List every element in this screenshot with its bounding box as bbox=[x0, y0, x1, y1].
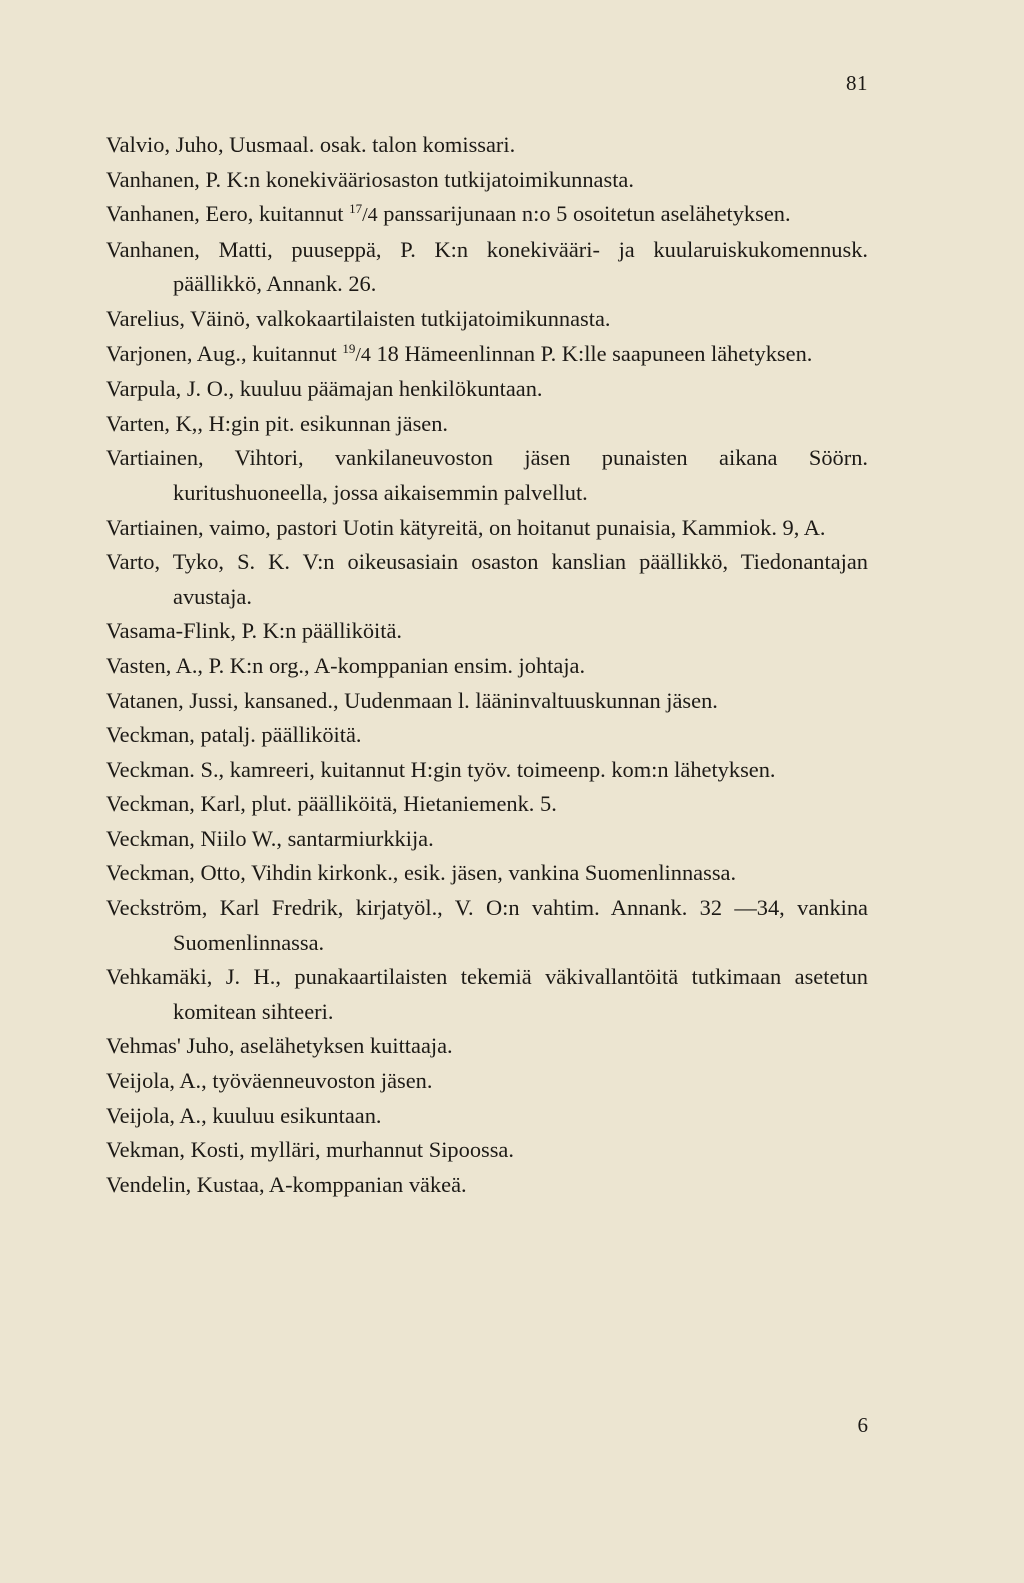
date-month: /4 bbox=[362, 204, 378, 227]
list-item: Veckman, Otto, Vihdin kirkonk., esik. jäsen, vankina Suomenlinnassa. bbox=[106, 860, 737, 886]
entry-text: panssarijunaan n:o 5 osoitetun aselähetyksen. bbox=[377, 201, 791, 227]
list-item: Veijola, A., työväenneuvoston jäsen. bbox=[106, 1068, 433, 1094]
list-item: Vendelin, Kustaa, A-komppanian väkeä. bbox=[106, 1171, 467, 1197]
date-month: /4 bbox=[355, 343, 371, 366]
entry-text: Vanhanen, Eero, kuitannut bbox=[106, 201, 350, 227]
list-item: Veijola, A., kuuluu esikuntaan. bbox=[106, 1102, 382, 1128]
signature-mark: 6 bbox=[857, 1413, 868, 1437]
list-item: Veckström, Karl Fredrik, kirjatyöl., V. O:n vahtim. Annank. 32 —34, vankina Suomenlinnassa. bbox=[106, 895, 868, 955]
list-item: Veckman, Niilo W., santarmiurkkija. bbox=[106, 825, 434, 851]
list-item: Varten, K,, H:gin pit. esikunnan jäsen. bbox=[106, 410, 449, 436]
list-item: Varelius, Väinö, valkokaartilaisten tutkijatoimikunnasta. bbox=[106, 305, 611, 331]
list-item: Vanhanen, Matti, puuseppä, P. K:n konekivääri- ja kuularuiskukomennusk. päällikkö, Annank. 26. bbox=[106, 236, 868, 297]
list-item: Vehkamäki, J. H., punakaartilaisten tekemiä väkivallantöitä tutkimaan asetetun komitean sihteeri. bbox=[106, 964, 868, 1024]
list-item: Veckman, patalj. päälliköitä. bbox=[106, 722, 362, 748]
entry-text: Varjonen, Aug., kuitannut bbox=[106, 340, 343, 366]
entry-text: 18 Hämeenlinnan P. K:lle saapuneen lähetyksen. bbox=[370, 340, 813, 366]
list-item: Vekman, Kosti, mylläri, murhannut Sipoossa. bbox=[106, 1137, 514, 1163]
list-item: Valvio, Juho, Uusmaal. osak. talon komissari. bbox=[106, 132, 516, 157]
list-item: Veckman, Karl, plut. päälliköitä, Hietaniemenk. 5. bbox=[106, 791, 557, 817]
list-item: Vasten, A., P. K:n org., A-komppanian ensim. johtaja. bbox=[106, 652, 586, 678]
list-item bbox=[106, 197, 868, 233]
list-item: Varto, Tyko, S. K. V:n oikeusasiain osaston kanslian päällikkö, Tiedonantajan avustaja. bbox=[106, 549, 868, 609]
list-item: Veckman. S., kamreeri, kuitannut H:gin työv. toimeenp. kom:n lähetyksen. bbox=[106, 756, 776, 782]
date-day: 19 bbox=[342, 340, 356, 356]
list-item: Vatanen, Jussi, kansaned., Uudenmaan l. lääninvaltuuskunnan jäsen. bbox=[106, 687, 718, 713]
list-item: Vehmas' Juho, aselähetyksen kuittaaja. bbox=[106, 1033, 453, 1059]
list-item bbox=[106, 337, 868, 373]
list-item: Vartiainen, vaimo, pastori Uotin kätyreitä, on hoitanut punaisia, Kammiok. 9, A. bbox=[106, 514, 826, 540]
list-item: Vartiainen, Vihtori, vankilaneuvoston jäsen punaisten aikana Söörn. kuritushuoneella, jossa aikaisemmin palvellut. bbox=[106, 445, 868, 505]
list-item: Vasama-Flink, P. K:n päälliköitä. bbox=[106, 618, 403, 644]
list-item: Varpula, J. O., kuuluu päämajan henkilökuntaan. bbox=[106, 376, 543, 402]
list-item: Vanhanen, P. K:n konekivääriosaston tutkijatoimikunnasta. bbox=[106, 166, 634, 192]
date-day: 17 bbox=[349, 201, 363, 217]
entry-list bbox=[106, 128, 868, 1202]
page-number: 81 bbox=[846, 71, 868, 95]
